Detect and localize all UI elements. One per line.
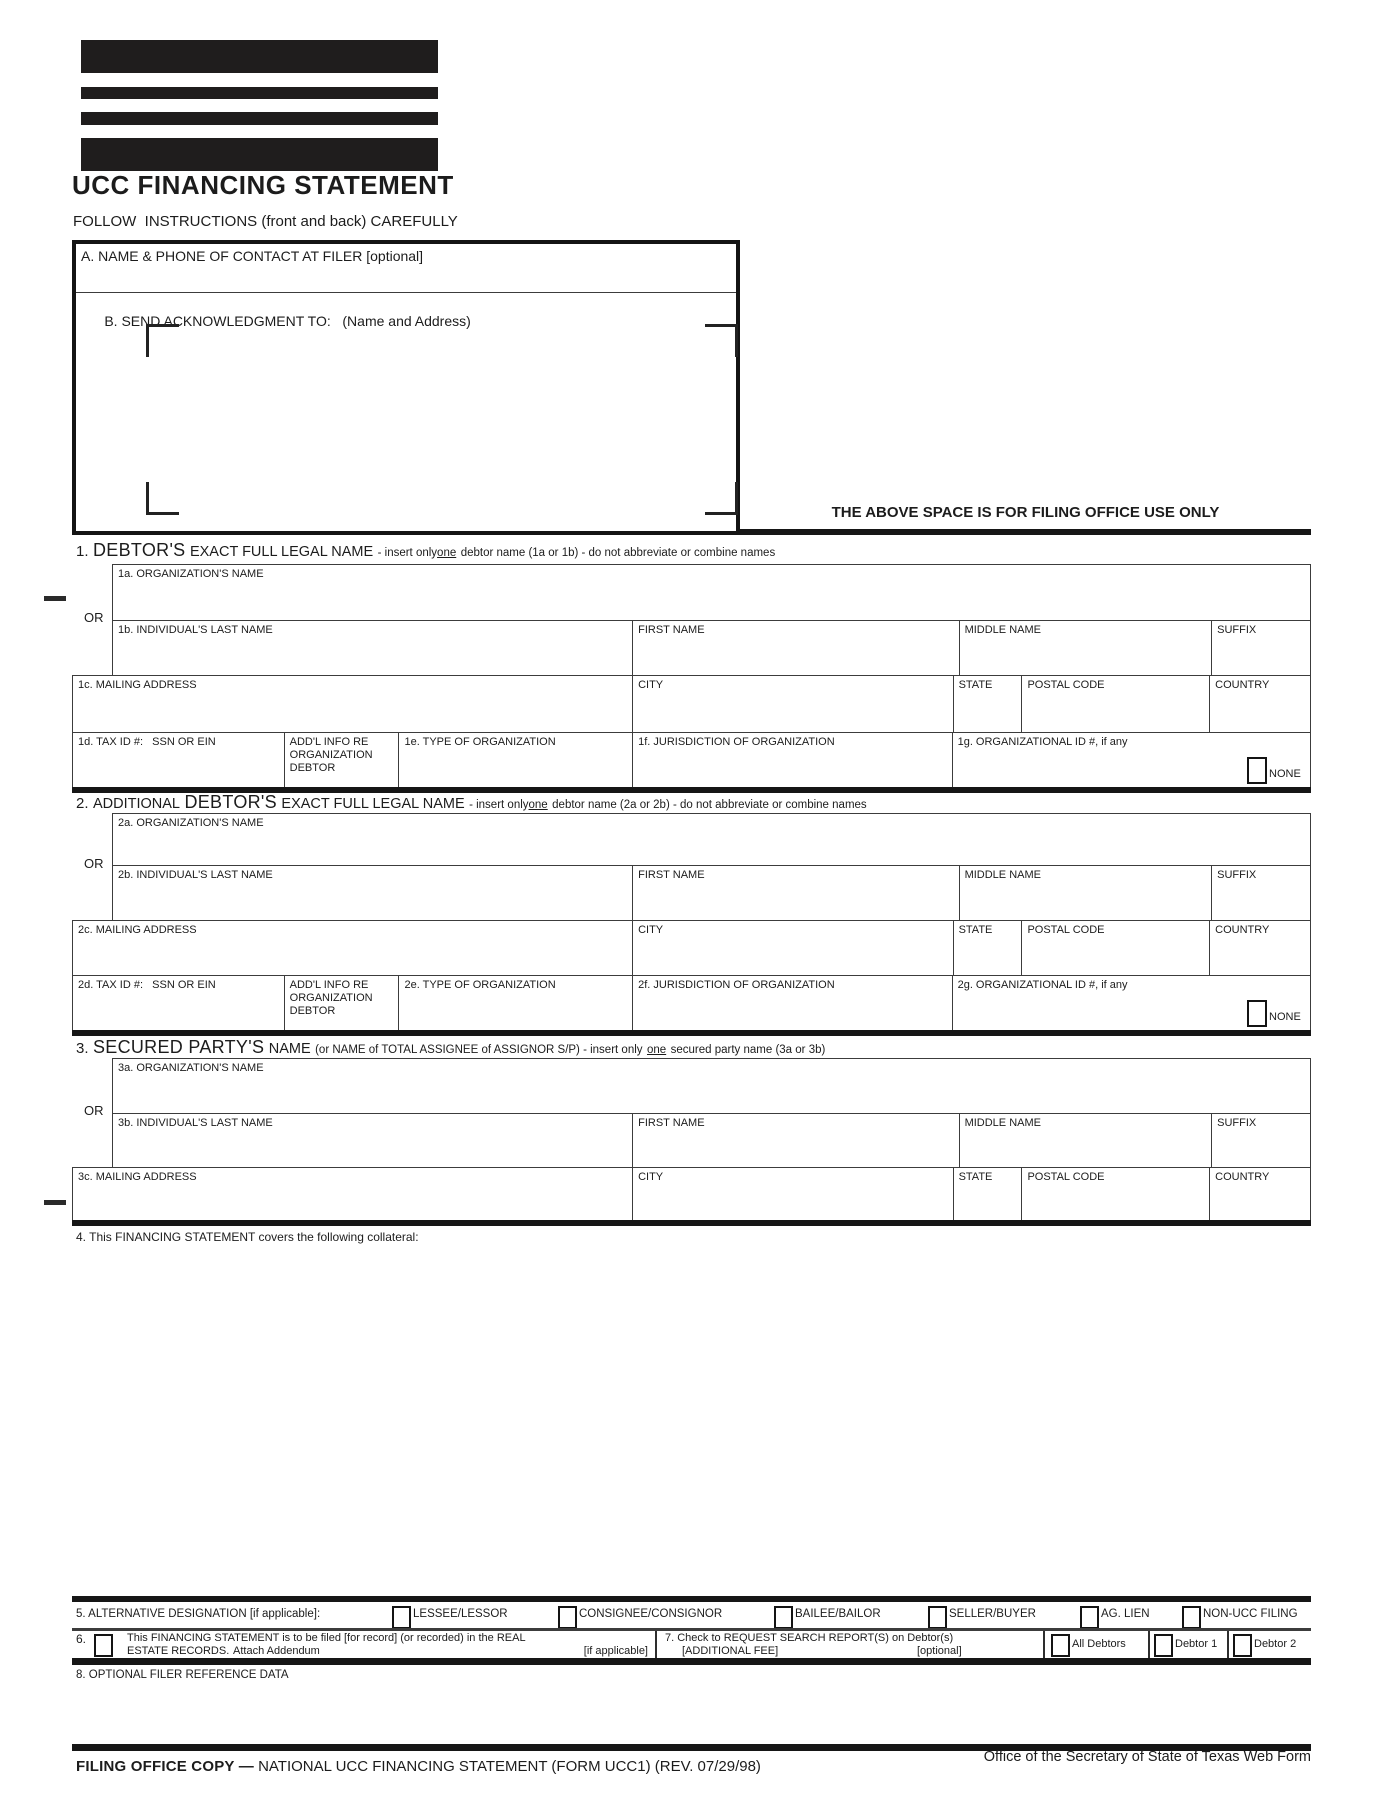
field-label: CITY [638,1171,664,1183]
section6-number: 6. [76,1632,87,1646]
contact-at-filer-field[interactable] [76,244,736,293]
field-label: FIRST NAME [638,869,705,881]
option-label: SELLER/BUYER [949,1608,1036,1620]
address-corner-mark [705,482,738,515]
row-3b [112,1113,1311,1167]
field-label: STATE [958,924,993,936]
field-label: 2g. ORGANIZATIONAL ID #, if any [957,979,1128,991]
field-label: 1d. TAX ID #: SSN OR EIN [78,736,216,748]
field-2d-tax-id[interactable] [73,976,284,1030]
field-label: STATE [958,679,993,691]
margin-dash [44,1200,66,1205]
field-1b-suffix[interactable] [1211,621,1310,675]
option-label: Debtor 2 [1254,1638,1297,1650]
field-label: COUNTRY [1215,679,1270,691]
field-1b-middle-name[interactable] [959,621,1212,675]
field-label: FIRST NAME [638,1117,705,1129]
divider [72,1220,1311,1226]
field-1c-mailing-address[interactable] [73,676,632,732]
field-1c-city[interactable] [632,676,952,732]
field-label: 1e. TYPE OF ORGANIZATION [404,736,556,748]
checkbox-all-debtors[interactable] [1051,1634,1070,1657]
field-2b-suffix[interactable] [1211,866,1310,920]
section6-text: This FINANCING STATEMENT is to be filed [for record] (or recorded) in the REAL ESTATE RECORDS. Attach Addendum [if applicable] [127,1632,648,1657]
row-1c [72,675,1311,732]
field-1e-type-of-organization[interactable] [398,733,632,787]
field-label: POSTAL CODE [1027,679,1105,691]
row-2b [112,865,1311,920]
option-label: Debtor 1 [1175,1638,1218,1650]
checkbox-consignee-consignor[interactable] [558,1606,577,1629]
section7-text: 7. Check to REQUEST SEARCH REPORT(S) on Debtor(s) [ADDITIONAL FEE] [optional] [665,1632,962,1657]
checkbox-real-estate-filing[interactable] [94,1634,113,1657]
send-acknowledgment-label: B. SEND ACKNOWLEDGMENT TO: (Name and Address) [104,313,471,329]
section3-number: 3. [76,1040,89,1057]
section1-title: DEBTOR'S [92,540,186,560]
field-3c-country[interactable] [1209,1168,1310,1220]
field-label: SUFFIX [1217,1117,1257,1129]
checkbox-bailee-bailor[interactable] [774,1606,793,1629]
field-1a-organization-name[interactable] [112,564,1311,620]
field-1c-postal-code[interactable] [1021,676,1209,732]
field-label: 3a. ORGANIZATION'S NAME [118,1062,264,1074]
checkbox-lessee-lessor[interactable] [392,1606,411,1629]
field-3c-mailing-address[interactable] [73,1168,632,1220]
field-1c-state[interactable] [953,676,1022,732]
field-3c-postal-code[interactable] [1021,1168,1209,1220]
field-3b-first-name[interactable] [632,1114,958,1167]
footer-right-text: Office of the Secretary of State of Texas Web Form [983,1749,1311,1765]
field-1f-jurisdiction[interactable] [632,733,951,787]
row-2d [72,975,1311,1030]
row-3c [72,1167,1311,1220]
redacted-bar [81,138,438,171]
checkbox-seller-buyer[interactable] [928,1606,947,1629]
section8-label: 8. OPTIONAL FILER REFERENCE DATA [76,1669,289,1681]
redacted-bar [81,112,438,125]
field-label: CITY [638,924,664,936]
contact-at-filer-label: A. NAME & PHONE OF CONTACT AT FILER [optional] [81,248,424,264]
redacted-bar [81,40,438,73]
field-label: MIDDLE NAME [964,624,1041,636]
field-2f-jurisdiction[interactable] [632,976,951,1030]
option-label: LESSEE/LESSOR [413,1608,508,1620]
field-label: 1c. MAILING ADDRESS [78,679,197,691]
field-1c-country[interactable] [1209,676,1310,732]
divider [1148,1631,1150,1658]
filer-reference-field[interactable] [72,1686,1311,1741]
checkbox-ag-lien[interactable] [1080,1606,1099,1629]
field-label: 2e. TYPE OF ORGANIZATION [404,979,556,991]
row-1d [72,732,1311,787]
row-1b [112,620,1311,675]
field-label: FIRST NAME [638,624,705,636]
divider [1227,1631,1229,1658]
field-label: SUFFIX [1217,624,1257,636]
field-2e-type-of-organization[interactable] [398,976,632,1030]
or-label: OR [84,1103,104,1118]
field-label: 1g. ORGANIZATIONAL ID #, if any [957,736,1128,748]
field-label: 1f. JURISDICTION OF ORGANIZATION [638,736,835,748]
checkbox-debtor-1[interactable] [1154,1634,1173,1657]
section2-title: DEBTOR'S [184,792,277,812]
margin-dash [44,596,66,601]
field-2c-state[interactable] [953,921,1022,975]
field-label: 2b. INDIVIDUAL'S LAST NAME [118,869,273,881]
field-label: 3c. MAILING ADDRESS [78,1171,197,1183]
field-label: 2c. MAILING ADDRESS [78,924,197,936]
field-2b-last-name[interactable] [113,866,632,920]
field-2b-first-name[interactable] [632,866,958,920]
none-label: NONE [1269,768,1301,780]
option-label: All Debtors [1072,1638,1126,1650]
footer-left-text: FILING OFFICE COPY — NATIONAL UCC FINANCING STATEMENT (FORM UCC1) (REV. 07/29/98) [76,1758,761,1775]
field-2c-mailing-address[interactable] [73,921,632,975]
addl-info-label: ADD'L INFO RE ORGANIZATION DEBTOR [284,733,399,787]
field-label: 2d. TAX ID #: SSN OR EIN [78,979,216,991]
field-label: 2a. ORGANIZATION'S NAME [118,817,264,829]
field-label: CITY [638,679,664,691]
field-label: 1a. ORGANIZATION'S NAME [118,568,264,580]
field-label: POSTAL CODE [1027,1171,1105,1183]
section2-header: 2. ADDITIONAL DEBTOR'S EXACT FULL LEGAL NAME - insert onlyone debtor name (2a or 2b) - do not abbreviate or combine names [76,792,867,812]
checkbox-debtor-2[interactable] [1233,1634,1252,1657]
field-1b-last-name[interactable] [113,621,632,675]
field-1d-tax-id[interactable] [73,733,284,787]
field-3c-city[interactable] [632,1168,952,1220]
field-3a-organization-name[interactable] [112,1058,1311,1113]
section4-header: 4. This FINANCING STATEMENT covers the following collateral: [76,1230,419,1244]
section3-title: SECURED PARTY'S [92,1037,265,1057]
option-label: CONSIGNEE/CONSIGNOR [579,1608,723,1620]
field-label: 3b. INDIVIDUAL'S LAST NAME [118,1117,273,1129]
none-checkbox-1[interactable] [1247,757,1267,784]
divider [72,1596,1311,1602]
field-1b-first-name[interactable] [632,621,958,675]
field-3b-middle-name[interactable] [959,1114,1212,1167]
divider [1043,1631,1045,1658]
redacted-bar [81,87,438,99]
or-label: OR [84,856,104,871]
address-corner-mark [146,482,179,515]
row-2c [72,920,1311,975]
address-corner-mark [146,324,179,357]
form-title: UCC FINANCING STATEMENT [72,170,454,200]
form-subtitle: FOLLOW INSTRUCTIONS (front and back) CAREFULLY [73,213,458,230]
field-label: MIDDLE NAME [964,869,1041,881]
divider [72,1658,1311,1665]
field-3b-last-name[interactable] [113,1114,632,1167]
divider [740,529,1311,535]
field-label: SUFFIX [1217,869,1257,881]
divider [72,1030,1311,1036]
field-label: 1b. INDIVIDUAL'S LAST NAME [118,624,273,636]
field-2b-middle-name[interactable] [959,866,1212,920]
field-label: MIDDLE NAME [964,1117,1041,1129]
divider [72,1628,1311,1631]
field-2a-organization-name[interactable] [112,813,1311,865]
address-corner-mark [705,324,738,357]
field-label: 2f. JURISDICTION OF ORGANIZATION [638,979,835,991]
section1-number: 1. [76,543,89,560]
section5-label: 5. ALTERNATIVE DESIGNATION [if applicable]: [76,1608,321,1620]
field-2c-postal-code[interactable] [1021,921,1209,975]
option-label: NON-UCC FILING [1203,1608,1298,1620]
option-label: AG. LIEN [1101,1608,1150,1620]
none-checkbox-2[interactable] [1247,1000,1267,1027]
addl-info-label: ADD'L INFO RE ORGANIZATION DEBTOR [284,976,399,1030]
filing-office-note: THE ABOVE SPACE IS FOR FILING OFFICE USE ONLY [831,504,1220,521]
field-label: STATE [958,1171,993,1183]
section2-number: 2. [76,795,89,812]
collateral-field[interactable] [72,1250,1311,1595]
none-label: NONE [1269,1011,1301,1023]
or-label: OR [84,610,104,625]
field-3b-suffix[interactable] [1211,1114,1310,1167]
field-2c-country[interactable] [1209,921,1310,975]
field-2c-city[interactable] [632,921,952,975]
section1-header: 1. DEBTOR'S EXACT FULL LEGAL NAME - insert onlyone debtor name (1a or 1b) - do not abbreviate or combine names [76,540,776,560]
field-label: POSTAL CODE [1027,924,1105,936]
option-label: BAILEE/BAILOR [795,1608,881,1620]
field-label: COUNTRY [1215,1171,1270,1183]
checkbox-non-ucc-filing[interactable] [1182,1606,1201,1629]
field-3c-state[interactable] [953,1168,1022,1220]
section3-header: 3. SECURED PARTY'S NAME (or NAME of TOTAL ASSIGNEE of ASSIGNOR S/P) - insert only one secured party name (3a or 3b) [76,1037,826,1057]
divider [655,1631,657,1658]
field-label: COUNTRY [1215,924,1270,936]
